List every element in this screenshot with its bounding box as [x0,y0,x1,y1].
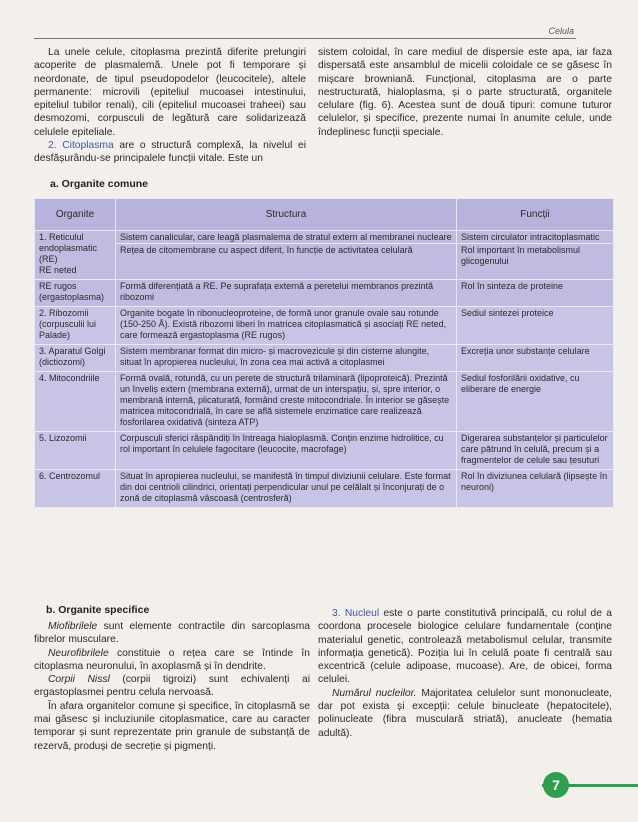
organite-cell: 5. Lizozomii [35,432,116,470]
organite-cell [35,231,116,280]
functii-re: Sistem circulator intracitoplasmatic [461,232,600,242]
paragraph-sistem-coloidal: sistem coloidal, în care mediul de dispersie este apa, iar faza dispersată este ansamblul de micelii coloidale ce se găsesc în mișcare browniană. Funcțional, citoplasma are o parte nestructurată, hialoplasma, și o parte structurată, organitele celulare (fig. 6). Acestea sunt de două tipuri: comune tuturor celulelor, și specifice, prezente numai în anumite celule, unde îndeplinesc funcții speciale. [318,47,612,138]
organite-cell: RE rugos (ergastoplasma) [35,280,116,307]
structura-re-neted: Rețea de citomembrane cu aspect diferit, în funcție de activitatea celulară [116,243,456,258]
top-left-column [34,46,306,166]
paragraph-incluziuni: În afara organitelor comune și specifice, în citoplasmă se mai găsesc și incluziunile citoplasmatice, care au caracter temporar și sunt reprezentate prin granule de substanță de rezervă, produși de secreție și pigmenți. [34,700,310,752]
functii-cell [457,231,614,280]
bottom-left-column [34,620,310,753]
structura-cell: Formă diferențiată a RE. Pe suprafața externă a peretelui membranos prezintă ribozomi [116,280,457,307]
bottom-right-column [318,607,612,740]
header-rule [34,38,576,39]
paragraph-neurofibrile [34,647,310,674]
organite-re: 1. Reticulul endoplasmatic (RE) [39,232,98,264]
table-row [35,280,614,307]
header-organite: Organite [35,199,116,231]
structura-cell [116,231,457,280]
functii-cell: Rol în sinteza de proteine [457,280,614,307]
structura-cell: Organite bogate în ribonucleoproteine, de formă unor granule ovale sau rotunde (150-250 Å). Există ribozomi liberi în matricea citoplasmatică și asociați RE neted, care formează ergastoplasma (RE rugos) [116,307,457,345]
structura-cell: Formă ovală, rotundă, cu un perete de structură trilaminară (lipoproteică). Prezintă un înveliș extern (membrana externă), urmat de un interspațiu, și, spre interior, o membrană internă, plicaturată, formând creste mitocondriale. În interior se găsește matricea mitocondrială, în care se află sistemele enzimatice care realizează fosforilarea oxidativă (sinteza ATP) [116,372,457,432]
functii-cell: Excreția unor substanțe celulare [457,345,614,372]
organite-re-neted: RE neted [39,265,77,275]
organite-cell: 2. Ribozomii (corpusculii lui Palade) [35,307,116,345]
functii-re-neted: Rol important în metabolismul glicogenului [457,243,613,269]
running-header-section: Celula [548,26,574,36]
paragraph-prelungiri: La unele celule, citoplasma prezintă diferite prelungiri acoperite de plasmalemă. Unele pot fi temporare și neordonate, de tipul pseudopodelor (leucocitele), altele permanente: microvili (epiteliul mucoasei intestinului, epiteliul tubilor renali), cili (epiteliul mucoasei traheei) sau desmozomi, corpusculi de legătură care solidarizează celulele epiteliale. [34,47,306,138]
paragraph-numarul-nucleilor [318,687,612,740]
functii-cell: Sediul fosforilării oxidative, cu eliberare de energie [457,372,614,432]
miofibrile-text: sunt elemente contractile din sarcoplasma fibrelor musculare. [34,621,310,646]
header-structura: Structura [116,199,457,231]
citoplasma-heading: 2. Citoplasma [48,140,114,152]
functii-cell: Sediul sintezei proteice [457,307,614,345]
header-functii: Funcții [457,199,614,231]
structura-cell: Corpusculi sferici răspândiți în întreaga hialoplasmă. Conțin enzime hidrolitice, cu rol important în celulele fagocitare (leucocite, macrofage) [116,432,457,470]
table-row [35,231,614,280]
top-right-column [318,46,612,139]
section-b-title: b. Organite specifice [46,604,150,616]
term-neurofibrile: Neurofibrilele [48,647,109,659]
paragraph-nucleul [318,607,612,687]
structura-cell: Sistem membranar format din micro- și macrovezicule și din cisterne alungite, situat în apropierea nucleului, în zona cea mai activă a citoplasmei [116,345,457,372]
organite-cell: 4. Mitocondriile [35,372,116,432]
table-row [35,470,614,508]
functii-cell: Rol în diviziunea celulară (lipsește în neuroni) [457,470,614,508]
paragraph-citoplasma [34,139,306,166]
table-header-row [35,199,614,231]
corpii-nissl-text: (corpii tigroizi) sunt echivalenți ai ergastoplasmei pentru celula nervoasă. [34,674,310,699]
term-miofibrile: Miofibrilele [48,621,98,632]
term-corpii-nissl: Corpii Nissl [48,674,110,686]
paragraph-miofibrile [34,620,310,647]
numarul-nucleilor-text: Majoritatea celulelor sunt mononucleate, dar pot exista și excepții: celule binucleate (hepatocitele), polinucleate (fibra musculară striată), anucleate (hematia adultă). [318,687,612,739]
organite-table [34,198,614,508]
table-row [35,432,614,470]
structura-re: Sistem canalicular, care leagă plasmalema de stratul extern al membranei nucleare [120,232,452,242]
paragraph-corpii-nissl [34,673,310,700]
citoplasma-text: are o structură complexă, la nivelul ei desfășurându-se principalele funcții vitale. Este un [34,140,307,165]
page-number: 7 [543,772,569,798]
term-numarul-nucleilor: Numărul nucleilor. [332,687,417,699]
nucleul-heading: 3. Nucleul [332,608,380,619]
structura-cell: Situat în apropierea nucleului, se manifestă în timpul diviziunii celulare. Este format din doi centrioli cilindrici, orientați perpendicular unul pe celălalt și înconjurați de o zonă de citoplasmă vâscoasă (centrosferă) [116,470,457,508]
table-row [35,307,614,345]
nucleul-text: este o parte constitutivă principală, cu rolul de a coordona procesele biologice celulare fundamentale (conține materialul genetic, controlează metabolismul celular, transmite informația genetică). Poziția lui în celulă poate fi centrală sau excentrică (celule adipoase, mucoase). Are, de obicei, forma celulei. [318,608,612,686]
functii-cell: Digerarea substanțelor și particulelor care pătrund în celulă, precum și a fragmentelor de celule sau țesuturi [457,432,614,470]
table-row [35,372,614,432]
section-a-title: a. Organite comune [50,178,149,190]
organite-cell: 6. Centrozomul [35,470,116,508]
table-row [35,345,614,372]
organite-cell: 3. Aparatul Golgi (dictiozomi) [35,345,116,372]
neurofibrile-text: constituie o rețea care se întinde în citoplasma neuronului, în axoplasmă și în dendrite. [34,647,310,672]
